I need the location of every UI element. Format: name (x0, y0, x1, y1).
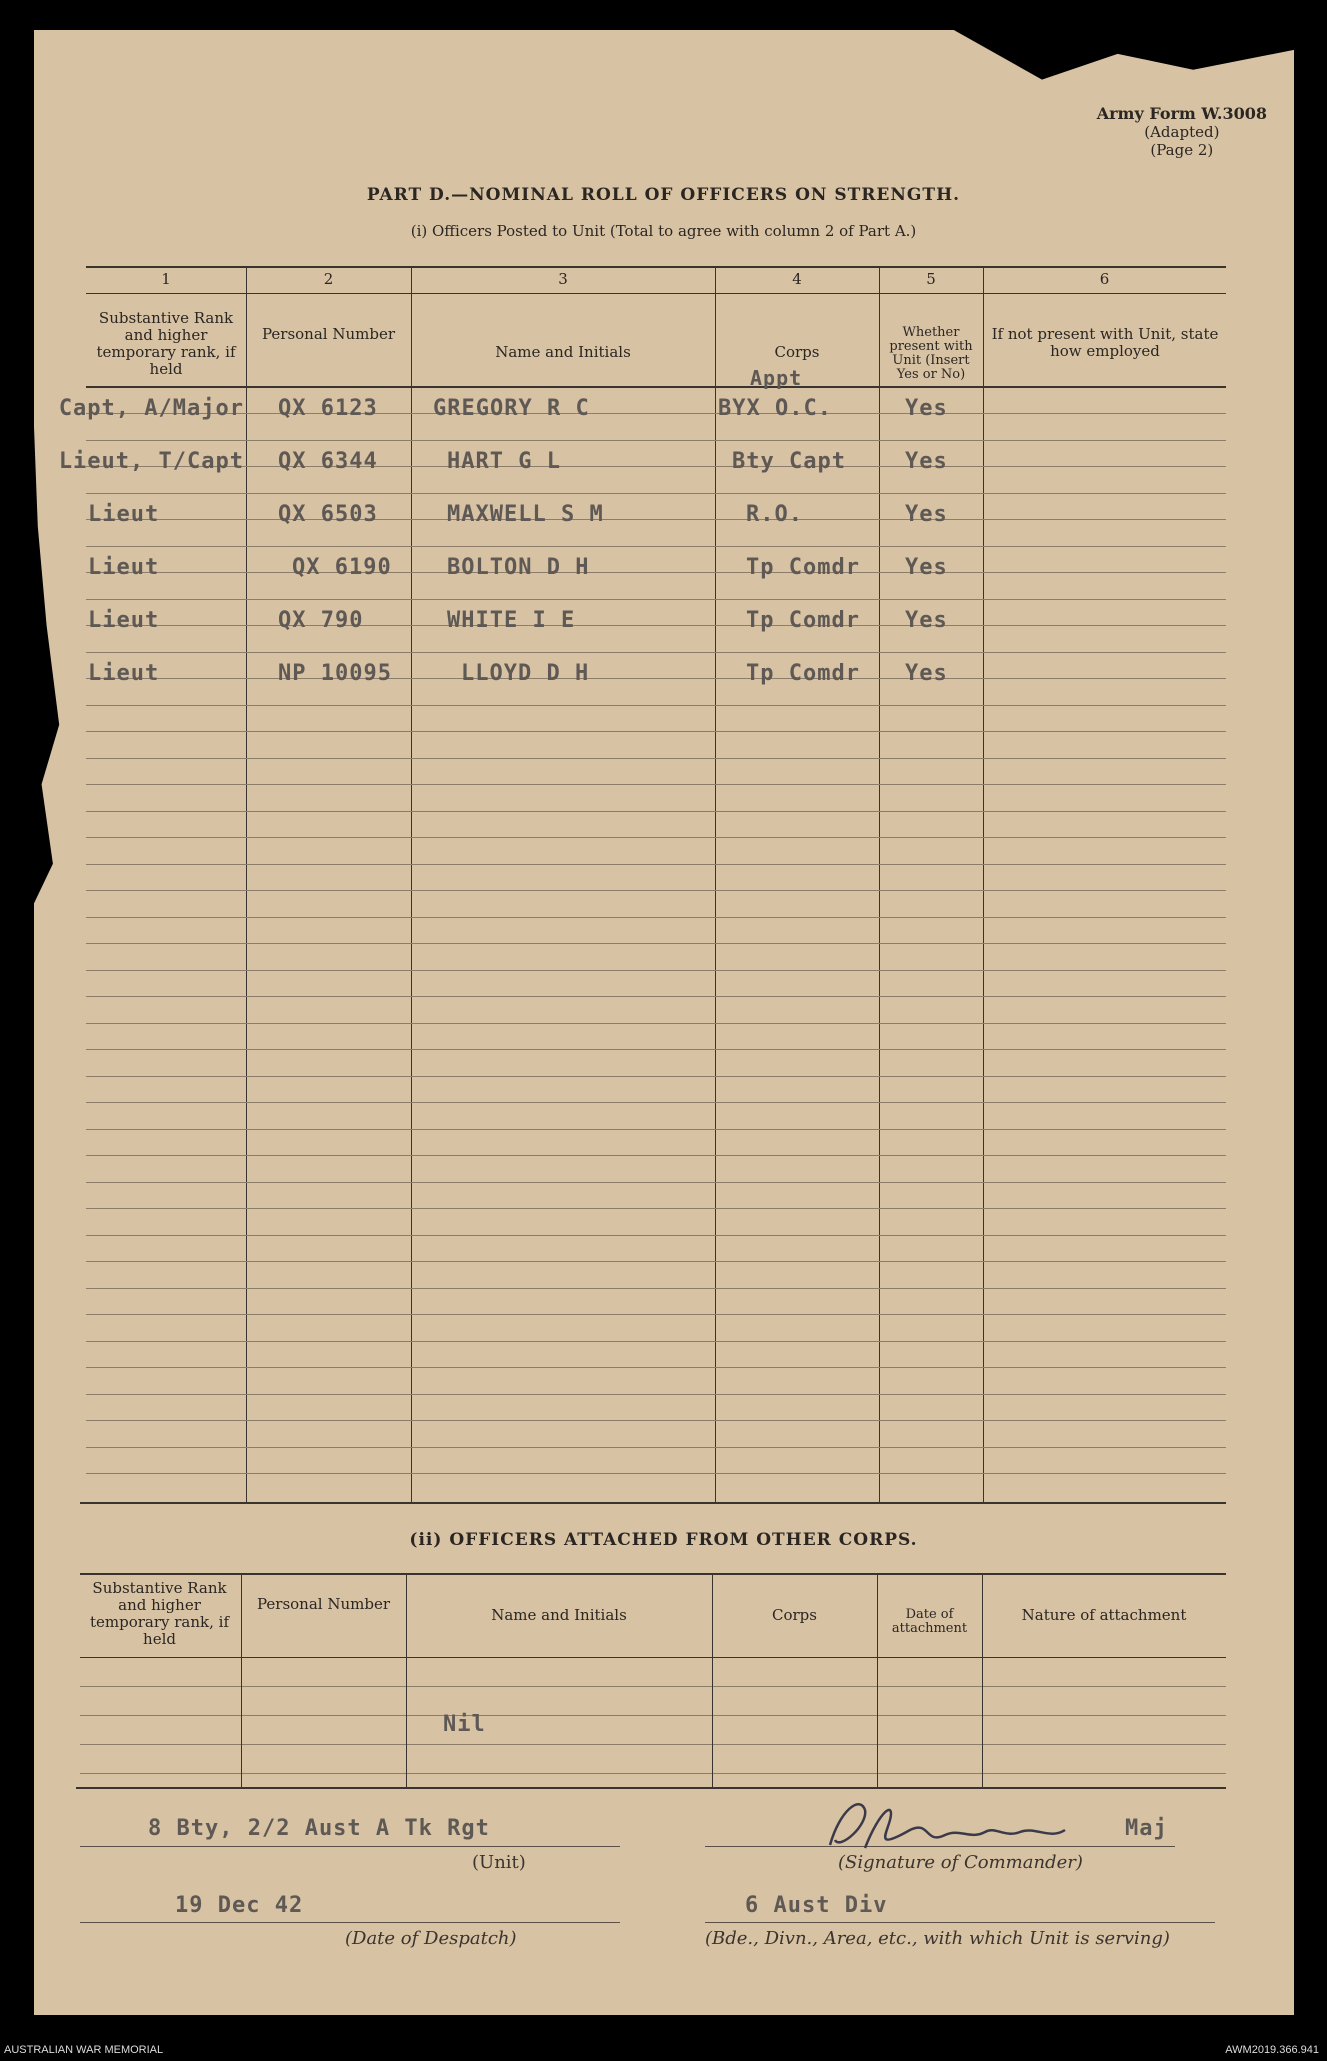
column-divider (715, 266, 716, 1502)
officer-name: GREGORY R C (433, 396, 590, 421)
officer-rank: Lieut (88, 502, 160, 527)
ruled-line (80, 1715, 1226, 1716)
column-number-divider (86, 293, 1226, 294)
form-page: (Page 2) (1150, 141, 1214, 159)
ruled-line (86, 1314, 1226, 1315)
column-number-1: 1 (161, 270, 171, 288)
ruled-line (86, 1447, 1226, 1448)
ruled-line (86, 917, 1226, 918)
ruled-line (86, 1208, 1226, 1209)
officer-present: Yes (905, 608, 948, 633)
unit-caption: (Unit) (472, 1852, 526, 1873)
column-divider (411, 266, 412, 1502)
header-rank: Substantive Rank and higher temporary rank, if held (96, 309, 236, 378)
officer-present: Yes (905, 396, 948, 421)
column-divider (406, 1573, 407, 1787)
column-divider (241, 1573, 242, 1787)
ruled-line (86, 970, 1226, 971)
column-number-2: 2 (323, 270, 334, 288)
attached-nil-entry: Nil (443, 1712, 486, 1737)
ruled-line (86, 1261, 1226, 1262)
attached-header-corps: Corps (772, 1606, 817, 1624)
ruled-line (86, 1102, 1226, 1103)
ruled-line (86, 1023, 1226, 1024)
ruled-line (86, 811, 1226, 812)
attached-header-nature: Nature of attachment (1021, 1606, 1187, 1624)
officer-rank: Lieut (88, 555, 160, 580)
ruled-line (86, 1049, 1226, 1050)
ruled-line (86, 678, 1226, 679)
table-bottom-border (80, 1502, 1226, 1504)
officer-number: QX 790 (278, 608, 364, 633)
officer-rank: Lieut (88, 608, 160, 633)
ruled-line (86, 1367, 1226, 1368)
ruled-line (86, 1155, 1226, 1156)
column-number-6: 6 (1099, 270, 1110, 288)
officer-corps: BYX O.C. (718, 396, 832, 421)
ruled-line (86, 599, 1226, 600)
formation-value: 6 Aust Div (745, 1893, 888, 1918)
header-corps: Corps (774, 343, 820, 361)
attached-header-name: Name and Initials (491, 1606, 627, 1624)
column-number-3: 3 (558, 270, 568, 288)
formation-line (705, 1922, 1215, 1923)
ruled-line (86, 1182, 1226, 1183)
column-divider (879, 266, 880, 1502)
ruled-line (86, 519, 1226, 520)
officer-name: MAXWELL S M (447, 502, 604, 527)
officer-corps: Bty Capt (732, 449, 846, 474)
despatch-line (80, 1922, 620, 1923)
attached-header-rank: Substantive Rank and higher temporary rank, if held (89, 1579, 230, 1648)
officer-rank: Lieut, T/Capt (58, 449, 244, 474)
unit-line (80, 1846, 620, 1847)
ruled-line (86, 493, 1226, 494)
ruled-line (86, 837, 1226, 838)
ruled-line (86, 1420, 1226, 1421)
ruled-line (86, 1473, 1226, 1474)
officer-present: Yes (905, 555, 948, 580)
header-present: Whether present with Unit (Insert Yes or No) (889, 325, 973, 382)
ruled-line (86, 890, 1226, 891)
officer-name: WHITE I E (447, 608, 576, 633)
table-top-border (86, 266, 1226, 268)
column-number-5: 5 (926, 270, 936, 288)
form-identifier (1097, 105, 1267, 159)
officer-number: QX 6123 (278, 396, 378, 421)
despatch-value: 19 Dec 42 (175, 1893, 304, 1918)
form-adapted: (Adapted) (1144, 123, 1220, 141)
column-divider (983, 266, 984, 1502)
officer-present: Yes (905, 502, 948, 527)
officer-present: Yes (905, 449, 948, 474)
part-d-title: PART D.—NOMINAL ROLL OF OFFICERS ON STRENGTH. (366, 185, 961, 205)
ruled-line (86, 1235, 1226, 1236)
column-divider (877, 1573, 878, 1787)
ruled-line (86, 758, 1226, 759)
officer-corps: Tp Comdr (746, 555, 860, 580)
table-ii-top-border (80, 1573, 1226, 1575)
despatch-caption: (Date of Despatch) (345, 1928, 517, 1949)
column-divider (982, 1573, 983, 1787)
signature-caption: (Signature of Commander) (838, 1852, 1083, 1873)
ruled-line (86, 996, 1226, 997)
unit-value: 8 Bty, 2/2 Aust A Tk Rgt (148, 1816, 490, 1841)
header-bottom-border (86, 386, 1226, 388)
ruled-line (86, 943, 1226, 944)
table-ii-bottom-border (76, 1787, 1226, 1789)
ruled-line (86, 572, 1226, 573)
ruled-line (86, 625, 1226, 626)
attached-header-personal-number: Personal Number (256, 1595, 391, 1613)
ruled-line (86, 652, 1226, 653)
formation-caption: (Bde., Divn., Area, etc., with which Unit is serving) (705, 1928, 1170, 1949)
ruled-line (86, 784, 1226, 785)
ruled-line (86, 413, 1226, 414)
officer-number: QX 6190 (292, 555, 392, 580)
column-divider (246, 266, 247, 1502)
ruled-line (80, 1744, 1226, 1745)
ruled-line (86, 466, 1226, 467)
ruled-line (86, 705, 1226, 706)
ruled-line (80, 1773, 1226, 1774)
ruled-line (86, 1288, 1226, 1289)
officer-rank: Capt, A/Major (58, 396, 244, 421)
ruled-line (86, 1076, 1226, 1077)
ruled-line (86, 1341, 1226, 1342)
ruled-line (86, 864, 1226, 865)
officer-corps: Tp Comdr (746, 608, 860, 633)
officer-name: LLOYD D H (461, 661, 590, 686)
attached-header-date: Date of attachment (891, 1607, 968, 1636)
archive-credit: AUSTRALIAN WAR MEMORIAL (4, 2044, 164, 2056)
form-number: Army Form W.3008 (1096, 104, 1267, 123)
column-divider (712, 1573, 713, 1787)
table-ii-header-border (80, 1657, 1226, 1658)
column-number-4: 4 (792, 270, 802, 288)
officer-present: Yes (905, 661, 948, 686)
ruled-line (86, 731, 1226, 732)
header-personal-number: Personal Number (261, 325, 396, 343)
ruled-line (86, 546, 1226, 547)
officer-corps: Tp Comdr (746, 661, 860, 686)
signature-rank: Maj (1125, 1816, 1168, 1841)
header-name: Name and Initials (495, 343, 631, 361)
officer-number: QX 6344 (278, 449, 378, 474)
ruled-line (86, 1394, 1226, 1395)
officer-name: BOLTON D H (447, 555, 590, 580)
corps-overtype: Appt (750, 366, 803, 390)
officer-corps: R.O. (746, 502, 803, 527)
section-i-title: (i) Officers Posted to Unit (Total to agree with column 2 of Part A.) (410, 222, 917, 240)
officer-number: QX 6503 (278, 502, 378, 527)
archive-reference: AWM2019.366.941 (1225, 2044, 1319, 2056)
ruled-line (86, 440, 1226, 441)
ruled-line (80, 1686, 1226, 1687)
officer-rank: Lieut (88, 661, 160, 686)
ruled-line (86, 1129, 1226, 1130)
officer-name: HART G L (447, 449, 561, 474)
officer-number: NP 10095 (278, 661, 392, 686)
header-employment: If not present with Unit, state how employed (991, 325, 1219, 360)
section-ii-title: (ii) OFFICERS ATTACHED FROM OTHER CORPS. (409, 1530, 918, 1550)
